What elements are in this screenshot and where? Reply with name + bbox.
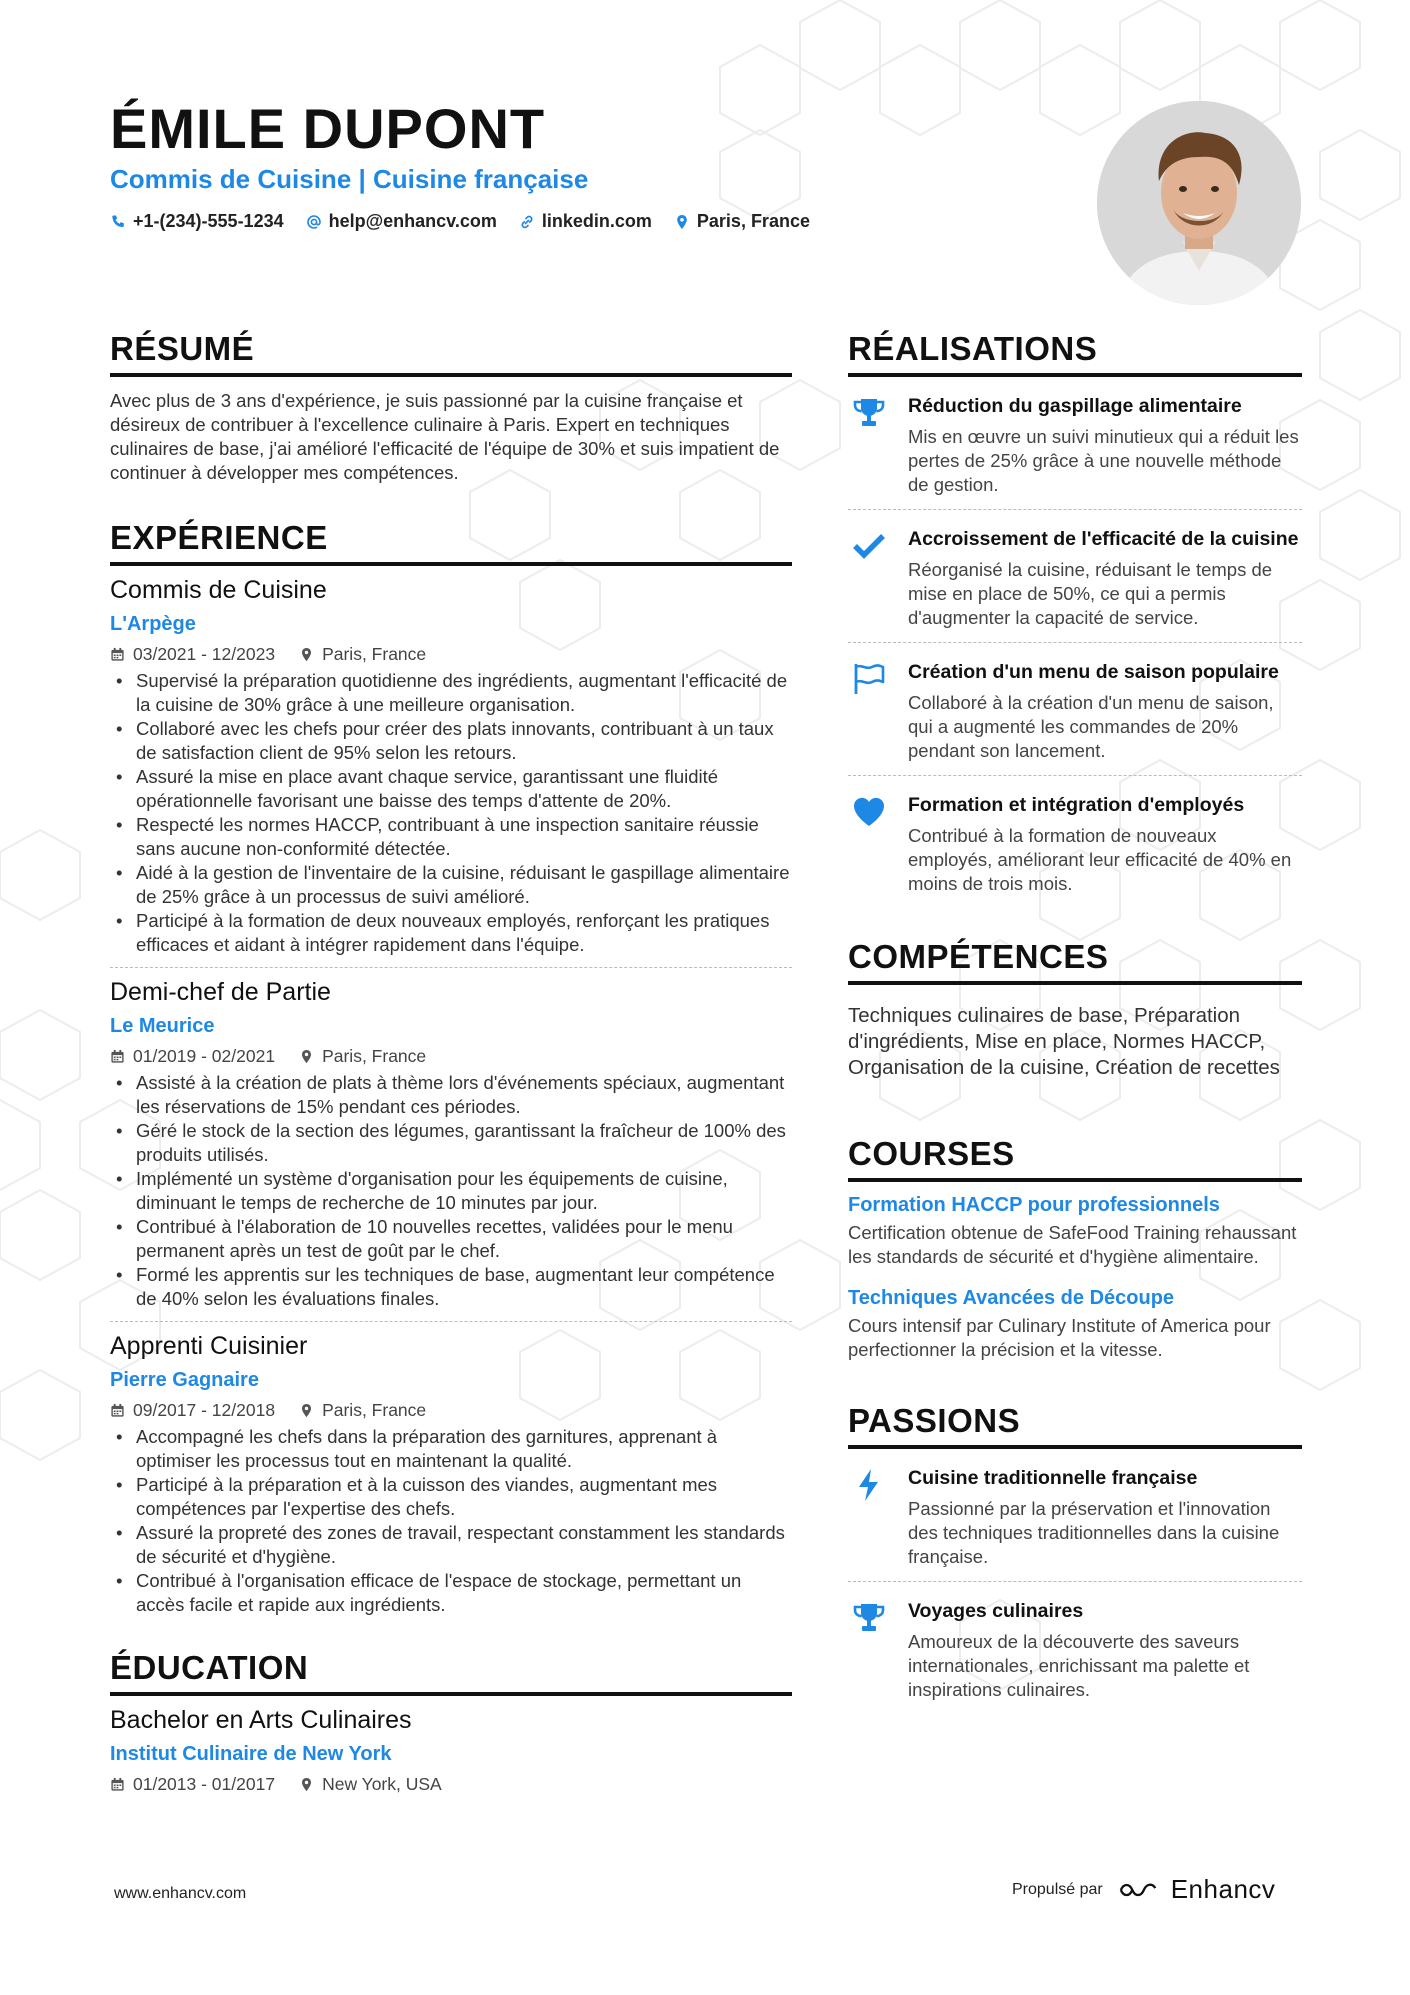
job-location: Paris, France: [322, 644, 427, 664]
link-icon: [519, 214, 535, 230]
enhancv-logo-icon: [1117, 1878, 1163, 1902]
at-icon: [306, 214, 322, 230]
job-bullets: [110, 669, 792, 957]
achievement-desc: Contribué à la formation de nouveaux employés, améliorant leur efficacité de 40% en moins de trois mois.: [908, 825, 1292, 894]
achievement-item: [848, 643, 1302, 776]
trophy-icon: [851, 1600, 887, 1636]
calendar-icon: [110, 1403, 125, 1418]
avatar-illustration: [1097, 101, 1301, 305]
checkmark-icon: [851, 528, 887, 564]
contact-linkedin-text: linkedin.com: [541, 211, 652, 231]
location-pin-icon: [674, 214, 690, 230]
job-meta: [110, 1046, 792, 1067]
skills-text: Techniques culinaires de base, Préparation d'ingrédients, Mise en place, Normes HACCP, Organisation de la cuisine, Création de recettes: [848, 1004, 1280, 1079]
skills-heading: COMPÉTENCES: [848, 938, 1302, 985]
job-bullet: • Implémenté un système d'organisation pour les équipements de cuisine, diminuant le temps de recherche de 10 minutes par jour.: [110, 1167, 792, 1215]
achievement-item: [848, 776, 1302, 908]
contact-email-text: help@enhancv.com: [328, 211, 497, 231]
location-pin-icon: [299, 647, 314, 662]
enhancv-brand: Enhancv: [1170, 1874, 1276, 1904]
phone-icon: [110, 214, 126, 230]
job-bullet: • Formé les apprentis sur les techniques de base, augmentant leur compétence de 40% selon les évaluations finales.: [110, 1263, 792, 1311]
education-heading: ÉDUCATION: [110, 1649, 792, 1696]
achievement-title: Accroissement de l'efficacité de la cuisine: [908, 528, 1299, 550]
job-entry: [110, 566, 792, 968]
left-column: [110, 330, 792, 1809]
education-entry: [110, 1696, 792, 1809]
calendar-icon: [110, 1777, 125, 1792]
job-location: Paris, France: [322, 1046, 427, 1066]
job-location: Paris, France: [322, 1400, 427, 1420]
education-meta: [110, 1774, 792, 1795]
job-bullet: • Assisté à la création de plats à thème lors d'événements spéciaux, augmentant les réservations de 15% pendant ces périodes.: [110, 1071, 792, 1119]
experience-heading: EXPÉRIENCE: [110, 519, 792, 566]
calendar-icon: [110, 647, 125, 662]
job-bullets: [110, 1425, 792, 1617]
job-company: Le Meurice: [110, 1015, 215, 1037]
contact-email[interactable]: [306, 211, 497, 232]
contact-bar: [110, 211, 810, 232]
job-bullet: • Assuré la mise en place avant chaque service, garantissant une fluidité opérationnelle favorisant une baisse des temps d'attente de 20%.: [110, 765, 792, 813]
heart-icon: [851, 794, 887, 830]
job-title: Commis de Cuisine: [110, 576, 327, 604]
education-section: [110, 1649, 792, 1809]
job-bullet: • Assuré la propreté des zones de travail, respectant constamment les standards de sécurité et d'hygiène.: [110, 1521, 792, 1569]
job-meta: [110, 644, 792, 665]
job-dates: 03/2021 - 12/2023: [133, 644, 276, 664]
calendar-icon: [110, 1049, 125, 1064]
passion-desc: Amoureux de la découverte des saveurs internationales, enrichissant ma palette et inspirations culinaires.: [908, 1631, 1250, 1700]
contact-location-text: Paris, France: [696, 211, 810, 231]
job-bullet: • Supervisé la préparation quotidienne des ingrédients, augmentant l'efficacité de la cuisine de 30% grâce à une meilleure organisation.: [110, 669, 792, 717]
job-bullet: • Accompagné les chefs dans la préparation des garnitures, apprenant à optimiser les processus tout en maintenant la qualité.: [110, 1425, 792, 1473]
job-bullet: • Respecté les normes HACCP, contribuant à une inspection sanitaire réussie sans aucune non-conformité détectée.: [110, 813, 792, 861]
right-column: [848, 330, 1302, 1714]
summary-heading: RÉSUMÉ: [110, 330, 792, 377]
job-bullet: • Participé à la préparation et à la cuisson des viandes, augmentant mes compétences par l'expertise des chefs.: [110, 1473, 792, 1521]
contact-linkedin[interactable]: [519, 211, 652, 232]
job-bullet: • Contribué à l'organisation efficace de l'espace de stockage, permettant un accès facile et rapide aux ingrédients.: [110, 1569, 792, 1617]
passion-desc: Passionné par la préservation et l'innovation des techniques traditionnelles dans la cuisine française.: [908, 1498, 1280, 1567]
passion-title: Voyages culinaires: [908, 1600, 1084, 1622]
achievements-section: [848, 330, 1302, 908]
achievement-desc: Réorganisé la cuisine, réduisant le temps de mise en place de 50%, ce qui a permis d'augmenter la capacité de service.: [908, 559, 1273, 628]
job-bullet: • Collaboré avec les chefs pour créer des plats innovants, contribuant à un taux de satisfaction client de 95% selon les retours.: [110, 717, 792, 765]
contact-location: [674, 211, 810, 232]
education-dates: 01/2013 - 01/2017: [133, 1774, 276, 1794]
job-meta: [110, 1400, 792, 1421]
achievement-title: Réduction du gaspillage alimentaire: [908, 395, 1242, 417]
achievement-title: Création d'un menu de saison populaire: [908, 661, 1279, 683]
job-bullet: • Participé à la formation de deux nouveaux employés, renforçant les pratiques efficaces et aidant à intégrer rapidement dans l'équipe.: [110, 909, 792, 957]
candidate-subtitle: Commis de Cuisine | Cuisine française: [110, 164, 589, 194]
contact-phone-text: +1-(234)-555-1234: [133, 211, 284, 231]
passions-heading: PASSIONS: [848, 1402, 1302, 1449]
candidate-name: ÉMILE DUPONT: [110, 97, 546, 160]
job-bullet: • Géré le stock de la section des légumes, garantissant la fraîcheur de 100% des produits utilisés.: [110, 1119, 792, 1167]
course-desc: Certification obtenue de SafeFood Training rehaussant les standards de sécurité et d'hygiène alimentaire.: [848, 1222, 1297, 1267]
job-dates: 09/2017 - 12/2018: [133, 1400, 276, 1420]
location-pin-icon: [299, 1049, 314, 1064]
lightning-icon: [851, 1467, 887, 1503]
achievement-desc: Collaboré à la création d'un menu de saison, qui a augmenté les commandes de 20% pendant son lancement.: [908, 692, 1274, 761]
passion-title: Cuisine traditionnelle française: [908, 1467, 1198, 1489]
summary-section: [110, 330, 792, 485]
job-entry: [110, 968, 792, 1322]
job-title: Apprenti Cuisinier: [110, 1332, 308, 1360]
achievements-heading: RÉALISATIONS: [848, 330, 1302, 377]
course-item: [848, 1194, 1302, 1269]
footer-branding: [1012, 1874, 1275, 1905]
job-dates: 01/2019 - 02/2021: [133, 1046, 276, 1066]
summary-text: Avec plus de 3 ans d'expérience, je suis passionné par la cuisine française et désireux de contribuer à l'excellence culinaire à Paris. Expert en techniques culinaires de base, j'ai amélioré l'efficacité de l'équipe de 30% et suis impatient de continuer à développer mes compétences.: [110, 390, 780, 483]
passion-item: [848, 1582, 1302, 1714]
job-bullets: [110, 1071, 792, 1311]
trophy-icon: [851, 395, 887, 431]
achievement-item: [848, 377, 1302, 510]
passion-item: [848, 1449, 1302, 1582]
powered-by-label: Propulsé par: [1012, 1880, 1103, 1898]
course-item: [848, 1287, 1302, 1362]
achievement-title: Formation et intégration d'employés: [908, 794, 1245, 816]
courses-section: [848, 1135, 1302, 1362]
achievement-desc: Mis en œuvre un suivi minutieux qui a réduit les pertes de 25% grâce à une nouvelle méthode de gestion.: [908, 426, 1299, 495]
job-title: Demi-chef de Partie: [110, 978, 331, 1006]
footer-website[interactable]: www.enhancv.com: [114, 1885, 247, 1902]
course-title: Techniques Avancées de Découpe: [848, 1287, 1175, 1309]
flag-icon: [851, 661, 887, 697]
profile-photo: [1097, 101, 1301, 305]
course-title: Formation HACCP pour professionnels: [848, 1194, 1220, 1216]
skills-section: [848, 938, 1302, 1081]
location-pin-icon: [299, 1777, 314, 1792]
passions-section: [848, 1402, 1302, 1714]
job-bullet: • Aidé à la gestion de l'inventaire de la cuisine, réduisant le gaspillage alimentaire de 25% grâce à un processus de suivi amélioré.: [110, 861, 792, 909]
course-desc: Cours intensif par Culinary Institute of America pour perfectionner la précision et la vitesse.: [848, 1315, 1271, 1360]
education-school: Institut Culinaire de New York: [110, 1743, 392, 1765]
enhancv-logo[interactable]: [1117, 1874, 1276, 1905]
experience-section: [110, 519, 792, 1627]
courses-heading: COURSES: [848, 1135, 1302, 1182]
location-pin-icon: [299, 1403, 314, 1418]
contact-phone[interactable]: [110, 211, 284, 232]
education-location: New York, USA: [322, 1774, 442, 1794]
job-company: L'Arpège: [110, 613, 196, 635]
job-entry: [110, 1322, 792, 1627]
achievement-item: [848, 510, 1302, 643]
education-degree: Bachelor en Arts Culinaires: [110, 1706, 412, 1734]
job-bullet: • Contribué à l'élaboration de 10 nouvelles recettes, validées pour le menu permanent après un test de goût par le chef.: [110, 1215, 792, 1263]
job-company: Pierre Gagnaire: [110, 1369, 259, 1391]
